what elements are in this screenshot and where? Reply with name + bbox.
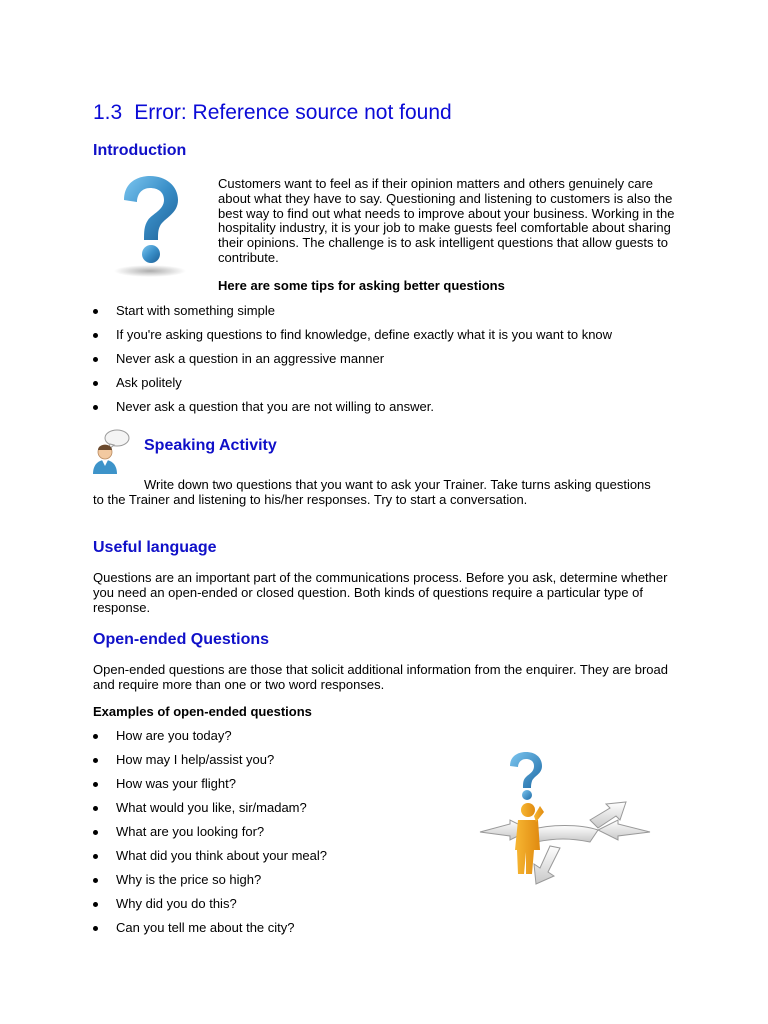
speaking-person-icon	[90, 428, 130, 474]
examples-list	[93, 728, 327, 944]
bullet-icon	[93, 405, 98, 410]
speaking-activity-heading: Speaking Activity	[144, 437, 277, 454]
bullet-icon	[93, 758, 98, 763]
list-item: What would you like, sir/madam?	[93, 800, 327, 824]
introduction-paragraph: Customers want to feel as if their opinion matters and others genuinely care about what they have to say. Questioning and listening to customers is also the best way to find out what needs to improve about your business. Working in the hospitality industry, it is your job to make guests feel comfortable about sharing their opinions. The challenge is to ask intelligent questions that allow guests to contribute.	[218, 176, 675, 265]
bullet-icon	[93, 381, 98, 386]
open-ended-paragraph: Open-ended questions are those that solicit additional information from the enquirer. They are broad and require more than one or two word responses.	[93, 662, 668, 692]
section-title: Error: Reference source not found	[134, 101, 452, 124]
list-item: Why is the price so high?	[93, 872, 327, 896]
introduction-heading: Introduction	[93, 142, 187, 159]
useful-language-paragraph: Questions are an important part of the communications process. Before you ask, determine whether you need an open-ended or closed question. Both kinds of questions require a particular type of response.	[93, 570, 668, 615]
bullet-icon	[93, 309, 98, 314]
list-item: If you're asking questions to find knowledge, define exactly what it is you want to know	[93, 327, 612, 351]
bullet-icon	[93, 926, 98, 931]
useful-language-heading: Useful language	[93, 539, 217, 556]
examples-label: Examples of open-ended questions	[93, 704, 312, 719]
tips-label: Here are some tips for asking better questions	[218, 278, 505, 293]
tips-list	[93, 303, 612, 423]
list-item: How was your flight?	[93, 776, 327, 800]
bullet-icon	[93, 878, 98, 883]
list-item: What did you think about your meal?	[93, 848, 327, 872]
bullet-icon	[93, 854, 98, 859]
list-item: Start with something simple	[93, 303, 612, 327]
bullet-icon	[93, 357, 98, 362]
list-item: How are you today?	[93, 728, 327, 752]
bullet-icon	[93, 830, 98, 835]
list-item: What are you looking for?	[93, 824, 327, 848]
bullet-icon	[93, 782, 98, 787]
list-item: Never ask a question that you are not willing to answer.	[93, 399, 612, 423]
list-item: Never ask a question in an aggressive manner	[93, 351, 612, 375]
list-item: Ask politely	[93, 375, 612, 399]
list-item: Why did you do this?	[93, 896, 327, 920]
list-item: How may I help/assist you?	[93, 752, 327, 776]
open-ended-heading: Open-ended Questions	[93, 631, 270, 648]
bullet-icon	[93, 734, 98, 739]
bullet-icon	[93, 806, 98, 811]
list-item: Can you tell me about the city?	[93, 920, 327, 944]
bullet-icon	[93, 333, 98, 338]
section-heading	[93, 101, 452, 125]
bullet-icon	[93, 902, 98, 907]
person-crossroads-icon	[470, 750, 660, 886]
question-mark-icon	[110, 170, 190, 280]
section-number: 1.3	[93, 101, 123, 124]
speaking-activity-paragraph: Write down two questions that you want to ask your Trainer. Take turns asking questions to the Trainer and listening to his/her responses. Try to start a conversation.	[93, 477, 651, 507]
